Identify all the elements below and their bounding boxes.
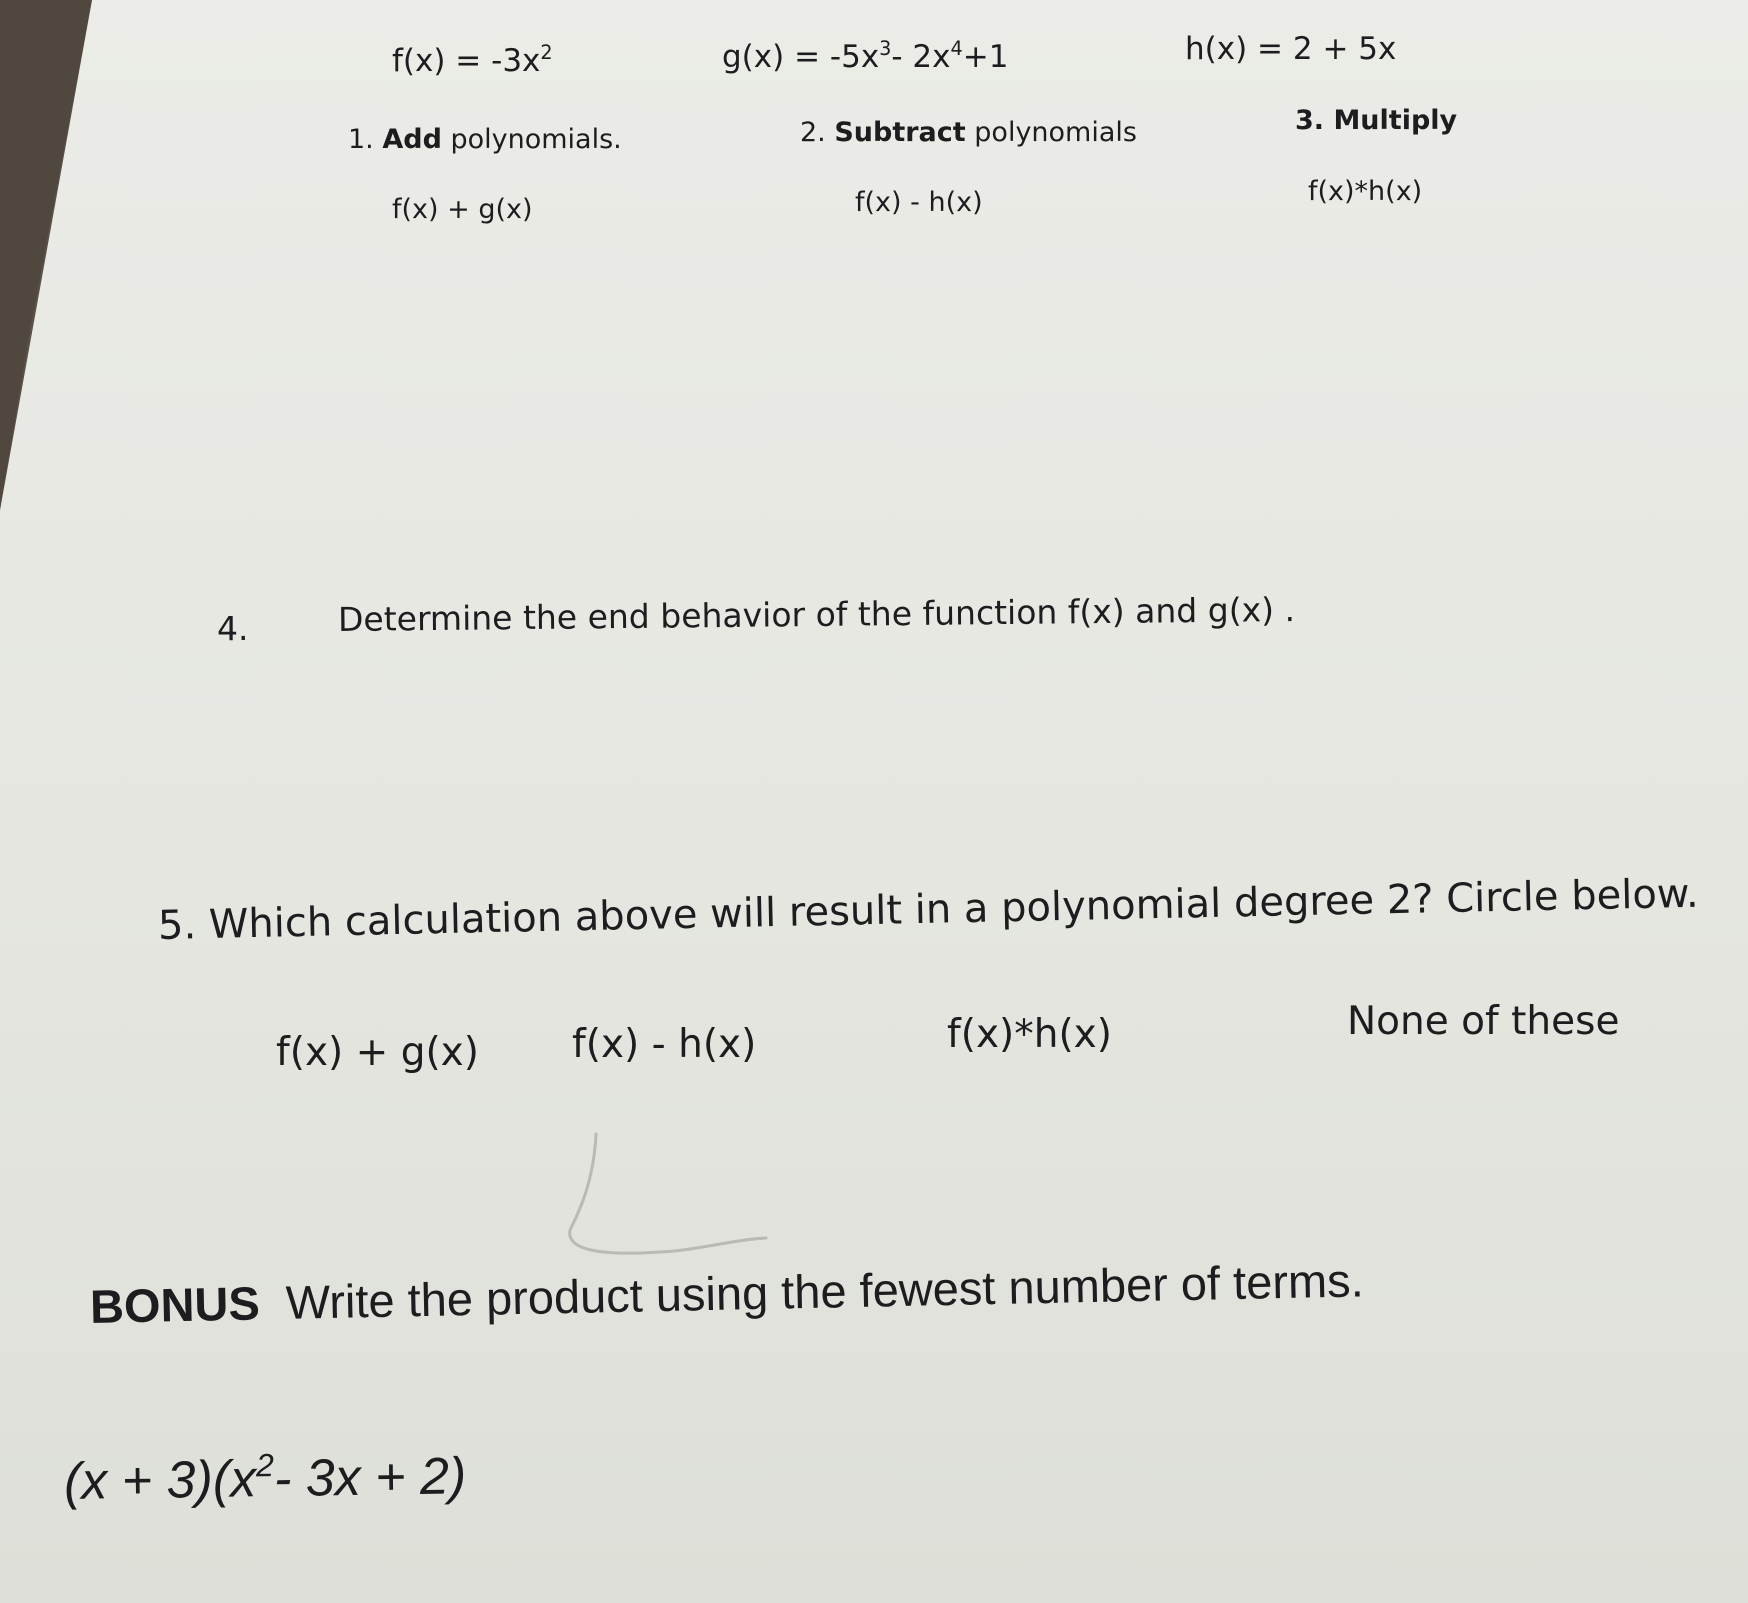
- function-g-definition: $g(x) = -5x^3-$ $2x^4+1$: [722, 37, 1009, 75]
- question-3-heading: 3. Multiply: [1295, 105, 1458, 136]
- question-1-heading: 1. Add polynomials.: [348, 124, 622, 155]
- function-f-definition: $f(x) = -3x^2$: [392, 41, 553, 79]
- question-5-option-multiply: f(x)*h(x): [947, 1012, 1112, 1057]
- question-4-text: Determine the end behavior of the function f(x) and g(x) .: [337, 589, 1296, 639]
- desk-edge-shadow: [0, 0, 100, 510]
- question-5-option-add: f(x) + g(x): [276, 1030, 479, 1075]
- function-h-definition: h(x) = 2 + 5x: [1185, 31, 1397, 67]
- question-5-option-subtract: f(x) - h(x): [572, 1022, 757, 1067]
- question-5-text: 5. Which calculation above will result in a polynomial degree 2? Circle below.: [157, 870, 1700, 949]
- question-2-expression: f(x) - h(x): [855, 187, 983, 218]
- question-1-expression: f(x) + g(x): [392, 194, 533, 225]
- pencil-mark: [540, 1120, 780, 1280]
- question-2-heading: 2. Subtract polynomials: [800, 117, 1137, 148]
- question-5-option-none: None of these: [1347, 999, 1620, 1044]
- question-4-number: 4.: [217, 609, 249, 648]
- bonus-question: BONUS Write the product using the fewest number of terms.: [89, 1253, 1365, 1333]
- bonus-expression: $(x + 3)(x^2-$ 3x + 2): [63, 1447, 467, 1511]
- question-3-expression: f(x)*h(x): [1308, 176, 1423, 207]
